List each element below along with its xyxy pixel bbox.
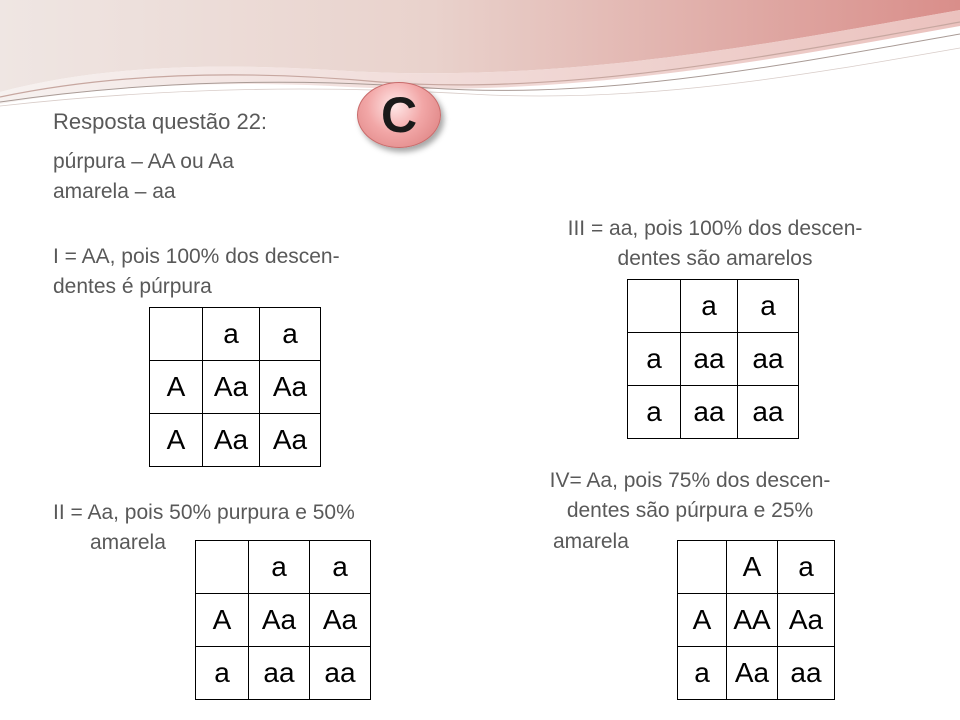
case2-line1: II = Aa, pois 50% purpura e 50% (53, 501, 355, 524)
cell: a (678, 647, 727, 700)
cell: aa (738, 333, 799, 386)
case4-line1: IV= Aa, pois 75% dos descen- (549, 469, 831, 492)
case4-line3: amarela (553, 530, 629, 553)
cell: a (628, 386, 681, 439)
cell: a (310, 541, 371, 594)
cell: Aa (260, 361, 321, 414)
cell: a (196, 647, 249, 700)
yellow-phenotype-line: amarela – aa (53, 180, 176, 203)
answer-badge: C (357, 82, 441, 148)
punnett-square-3 (627, 279, 799, 439)
punnett-square-2 (195, 540, 371, 700)
case4-line2: dentes são púrpura e 25% (566, 499, 814, 522)
cell: Aa (310, 594, 371, 647)
cell: aa (738, 386, 799, 439)
cell: aa (778, 647, 835, 700)
cell: aa (681, 386, 738, 439)
cell: A (678, 594, 727, 647)
cell: A (150, 414, 203, 467)
header-banner (0, 0, 960, 110)
punnett-square-1 (149, 307, 321, 467)
case1-line1: I = AA, pois 100% dos descen- (53, 245, 340, 268)
cell: Aa (727, 647, 778, 700)
cell (678, 541, 727, 594)
cell: a (628, 333, 681, 386)
punnett-square-4 (677, 540, 835, 700)
cell: Aa (260, 414, 321, 467)
cell: Aa (203, 414, 260, 467)
cell: a (203, 308, 260, 361)
cell: aa (681, 333, 738, 386)
cell: Aa (778, 594, 835, 647)
cell: A (727, 541, 778, 594)
cell: aa (249, 647, 310, 700)
cell: A (196, 594, 249, 647)
cell: AA (727, 594, 778, 647)
cell: Aa (203, 361, 260, 414)
cell: a (738, 280, 799, 333)
cell: a (260, 308, 321, 361)
cell: A (150, 361, 203, 414)
cell: a (249, 541, 310, 594)
cell: a (681, 280, 738, 333)
cell (196, 541, 249, 594)
cell: aa (310, 647, 371, 700)
cell (628, 280, 681, 333)
case3-line2: dentes são amarelos (617, 247, 813, 270)
cell (150, 308, 203, 361)
cell: Aa (249, 594, 310, 647)
cell: a (778, 541, 835, 594)
case2-line2: amarela (90, 531, 166, 554)
purple-phenotype-line: púrpura – AA ou Aa (53, 150, 234, 173)
case3-line1: III = aa, pois 100% dos descen- (567, 217, 863, 240)
question-title: Resposta questão 22: (53, 109, 268, 134)
case1-line2: dentes é púrpura (53, 275, 212, 298)
